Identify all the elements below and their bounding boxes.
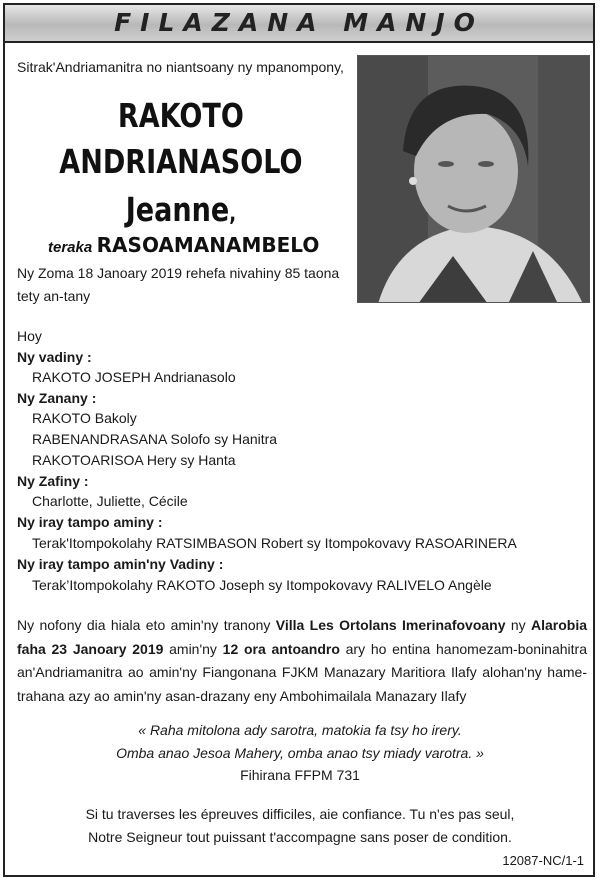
family-name: Terak’Itompokolahy RAKOTO Joseph sy Itompokovavy RALIVELO Angèle — [32, 577, 492, 593]
deceased-comma: , — [229, 202, 237, 227]
family-label-spouse: Ny vadiny : — [17, 349, 92, 365]
family-label-siblings: Ny iray tampo aminy : — [17, 514, 163, 530]
quote-line-2: Omba anao Jesoa Mahery, omba anao tsy miady varotra. » — [116, 745, 484, 761]
family-label-children: Ny Zanany : — [17, 390, 97, 406]
maiden-name — [48, 233, 319, 257]
funeral-date: Alarobia faha 23 Janoary 2019 — [17, 617, 587, 657]
deceased-surname-2: ANDRIANASOLO — [59, 142, 303, 181]
notice-title: FILAZANA MANJO — [114, 8, 484, 37]
maiden-name-value: RASOAMANAMBELO — [96, 233, 320, 257]
family-name: Charlotte, Juliette, Cécile — [32, 493, 188, 509]
french-line-2: Notre Seigneur tout puissant t'accompagne sans poser de condition. — [88, 829, 512, 845]
family-name: RAKOTOARISOA Hery sy Hanta — [32, 452, 236, 468]
family-name: RAKOTO JOSEPH Andrianasolo — [32, 369, 236, 385]
funeral-place: Villa Les Ortolans Imerinafovoany — [275, 617, 506, 633]
funeral-text: amin'ny — [163, 640, 223, 657]
funeral-text: Ny nofony dia hiala eto amin'ny tranony — [17, 617, 276, 633]
notice-header — [5, 5, 593, 43]
deceased-surname: RAKOTO — [117, 96, 244, 135]
intro-text: Sitrak'Andriamanitra no niantsoany ny mpanompony, — [17, 59, 344, 75]
portrait-photo — [357, 55, 590, 303]
death-line-2: tety an-tany — [17, 288, 91, 304]
family-label-grandchildren: Ny Zafiny : — [17, 473, 89, 489]
family-name: RAKOTO Bakoly — [32, 410, 137, 426]
family-name: RABENANDRASANA Solofo sy Hanitra — [32, 431, 278, 447]
deceased-firstname-text: Jeanne — [125, 190, 230, 229]
funeral-paragraph — [17, 614, 587, 708]
family-label-spouse-siblings: Ny iray tampo amin'ny Vadiny : — [17, 556, 224, 572]
quote-line-1: « Raha mitolona ady sarotra, matokia fa tsy ho irery. — [138, 722, 462, 738]
funeral-text: ary ho entina hanomezam-boninahitra an'Andriamanitra ao amin'ny Fiangonana FJKM Manazary Maritiora Ilafy alohan'ny hame-trahana azy ao amin'ny asan-drazany eny Ambohimailala Manazary Ilafy — [17, 640, 587, 704]
funeral-text: ny — [505, 617, 531, 633]
family-name: Terak'Itompokolahy RATSIMBASON Robert sy Itompokovavy RASOARINERA — [32, 535, 517, 551]
portrait-image — [358, 56, 590, 303]
death-line-1: Ny Zoma 18 Janoary 2019 rehefa nivahiny 85 taona — [17, 265, 340, 281]
quote-source: Fihirana FFPM 731 — [240, 767, 360, 783]
deceased-firstname — [33, 190, 328, 229]
funeral-time: 12 ora antoandro — [222, 640, 340, 657]
french-line-1: Si tu traverses les épreuves difficiles, aie confiance. Tu n'es pas seul, — [85, 806, 515, 822]
hoy-text: Hoy — [17, 328, 42, 344]
reference-code: 12087-NC/1-1 — [502, 853, 584, 868]
maiden-name-label: teraka — [48, 239, 93, 256]
